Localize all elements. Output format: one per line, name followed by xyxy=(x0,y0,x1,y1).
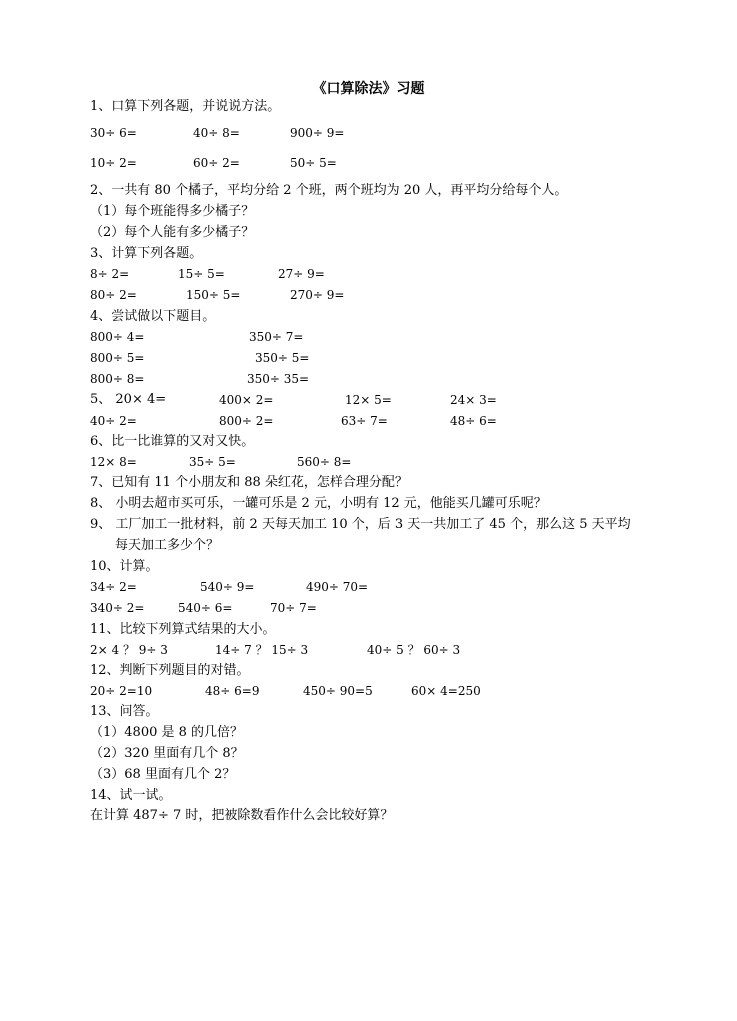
q14-text: 在计算 487÷ 7 时，把被除数看作什么会比较好算？ xyxy=(90,808,394,823)
q5-item: 48÷ 6= xyxy=(450,414,497,428)
q12-item: 20÷ 2=10 xyxy=(90,684,153,698)
q4-item: 800÷ 8= xyxy=(90,372,145,386)
q13-heading: 13、问答。 xyxy=(90,704,159,719)
q1-item: 30÷ 6= xyxy=(90,126,137,140)
q5-item: 400× 2= xyxy=(219,393,274,407)
q2-sub: （1）每个班能得多少橘子？ xyxy=(90,204,255,219)
q5-item: 63÷ 7= xyxy=(341,414,388,428)
q12-item: 60× 4=250 xyxy=(411,684,481,698)
q8-text: 8、 小明去超市买可乐，一罐可乐是 2 元，小明有 12 元，他能买几罐可乐呢？ xyxy=(90,496,547,511)
q3-item: 27÷ 9= xyxy=(278,267,325,281)
q12-item: 450÷ 90=5 xyxy=(303,684,373,698)
q5-item: 24× 3= xyxy=(450,393,497,407)
q10-item: 34÷ 2= xyxy=(90,580,137,594)
q10-item: 540÷ 9= xyxy=(200,580,255,594)
q10-item: 540÷ 6= xyxy=(178,601,233,615)
q4-item: 800÷ 5= xyxy=(90,351,145,365)
q1-item: 60÷ 2= xyxy=(193,156,240,170)
q13-sub: （1）4800 是 8 的几倍？ xyxy=(90,725,244,740)
q3-item: 15÷ 5= xyxy=(178,267,225,281)
q1-item: 40÷ 8= xyxy=(193,126,240,140)
page-title: 《口算除法》习题 xyxy=(312,81,425,97)
q3-heading: 3、计算下列各题。 xyxy=(90,246,203,261)
q2-heading: 2、一共有 80 个橘子，平均分给 2 个班，两个班均为 20 人，再平均分给每个人。 xyxy=(90,183,568,198)
q13-sub: （2）320 里面有几个 8？ xyxy=(90,746,244,761)
q10-item: 490÷ 70= xyxy=(306,580,369,594)
q3-item: 150÷ 5= xyxy=(186,288,241,302)
q4-item: 350÷ 35= xyxy=(247,372,310,386)
q6-heading: 6、比一比谁算的又对又快。 xyxy=(90,434,255,449)
q4-item: 350÷ 7= xyxy=(249,330,304,344)
q4-heading: 4、尝试做以下题目。 xyxy=(90,309,216,324)
q6-item: 35÷ 5= xyxy=(189,455,236,469)
q10-item: 70÷ 7= xyxy=(270,601,317,615)
q5-item: 40÷ 2= xyxy=(90,414,137,428)
q7-text: 7、已知有 11 个小朋友和 88 朵红花，怎样合理分配？ xyxy=(90,475,408,490)
q11-item: 2× 4 ？ 9÷ 3 xyxy=(90,643,168,657)
q10-item: 340÷ 2= xyxy=(90,601,145,615)
q9-text-line2: 每天加工多少个？ xyxy=(115,538,220,553)
q1-item: 10÷ 2= xyxy=(90,156,137,170)
q4-item: 350÷ 5= xyxy=(255,351,310,365)
q6-item: 12× 8= xyxy=(90,455,137,469)
q14-heading: 14、试一试。 xyxy=(90,788,172,803)
q12-item: 48÷ 6=9 xyxy=(205,684,260,698)
q10-heading: 10、计算。 xyxy=(90,559,159,574)
q6-item: 560÷ 8= xyxy=(297,455,352,469)
q1-item: 50÷ 5= xyxy=(290,156,337,170)
q5-item: 5、 20× 4= xyxy=(90,392,167,407)
q9-text-line1: 9、 工厂加工一批材料，前 2 天每天加工 10 个，后 3 天一共加工了 45 个，那么这 5 天平均 xyxy=(90,517,631,532)
q11-item: 14÷ 7 ？ 15÷ 3 xyxy=(215,643,309,657)
q3-item: 270÷ 9= xyxy=(290,288,345,302)
q13-sub: （3）68 里面有几个 2？ xyxy=(90,767,236,782)
q5-item: 12× 5= xyxy=(345,393,392,407)
q1-heading: 1、口算下列各题，并说说方法。 xyxy=(90,99,281,114)
q1-item: 900÷ 9= xyxy=(290,126,345,140)
q3-item: 80÷ 2= xyxy=(90,288,137,302)
q11-heading: 11、比较下列算式结果的大小。 xyxy=(90,622,276,637)
q11-item: 40÷ 5 ？ 60÷ 3 xyxy=(367,643,461,657)
q12-heading: 12、判断下列题目的对错。 xyxy=(90,663,250,678)
q3-item: 8÷ 2= xyxy=(90,267,130,281)
q4-item: 800÷ 4= xyxy=(90,330,145,344)
q5-item: 800÷ 2= xyxy=(219,414,274,428)
q2-sub: （2）每个人能有多少橘子？ xyxy=(90,225,255,240)
